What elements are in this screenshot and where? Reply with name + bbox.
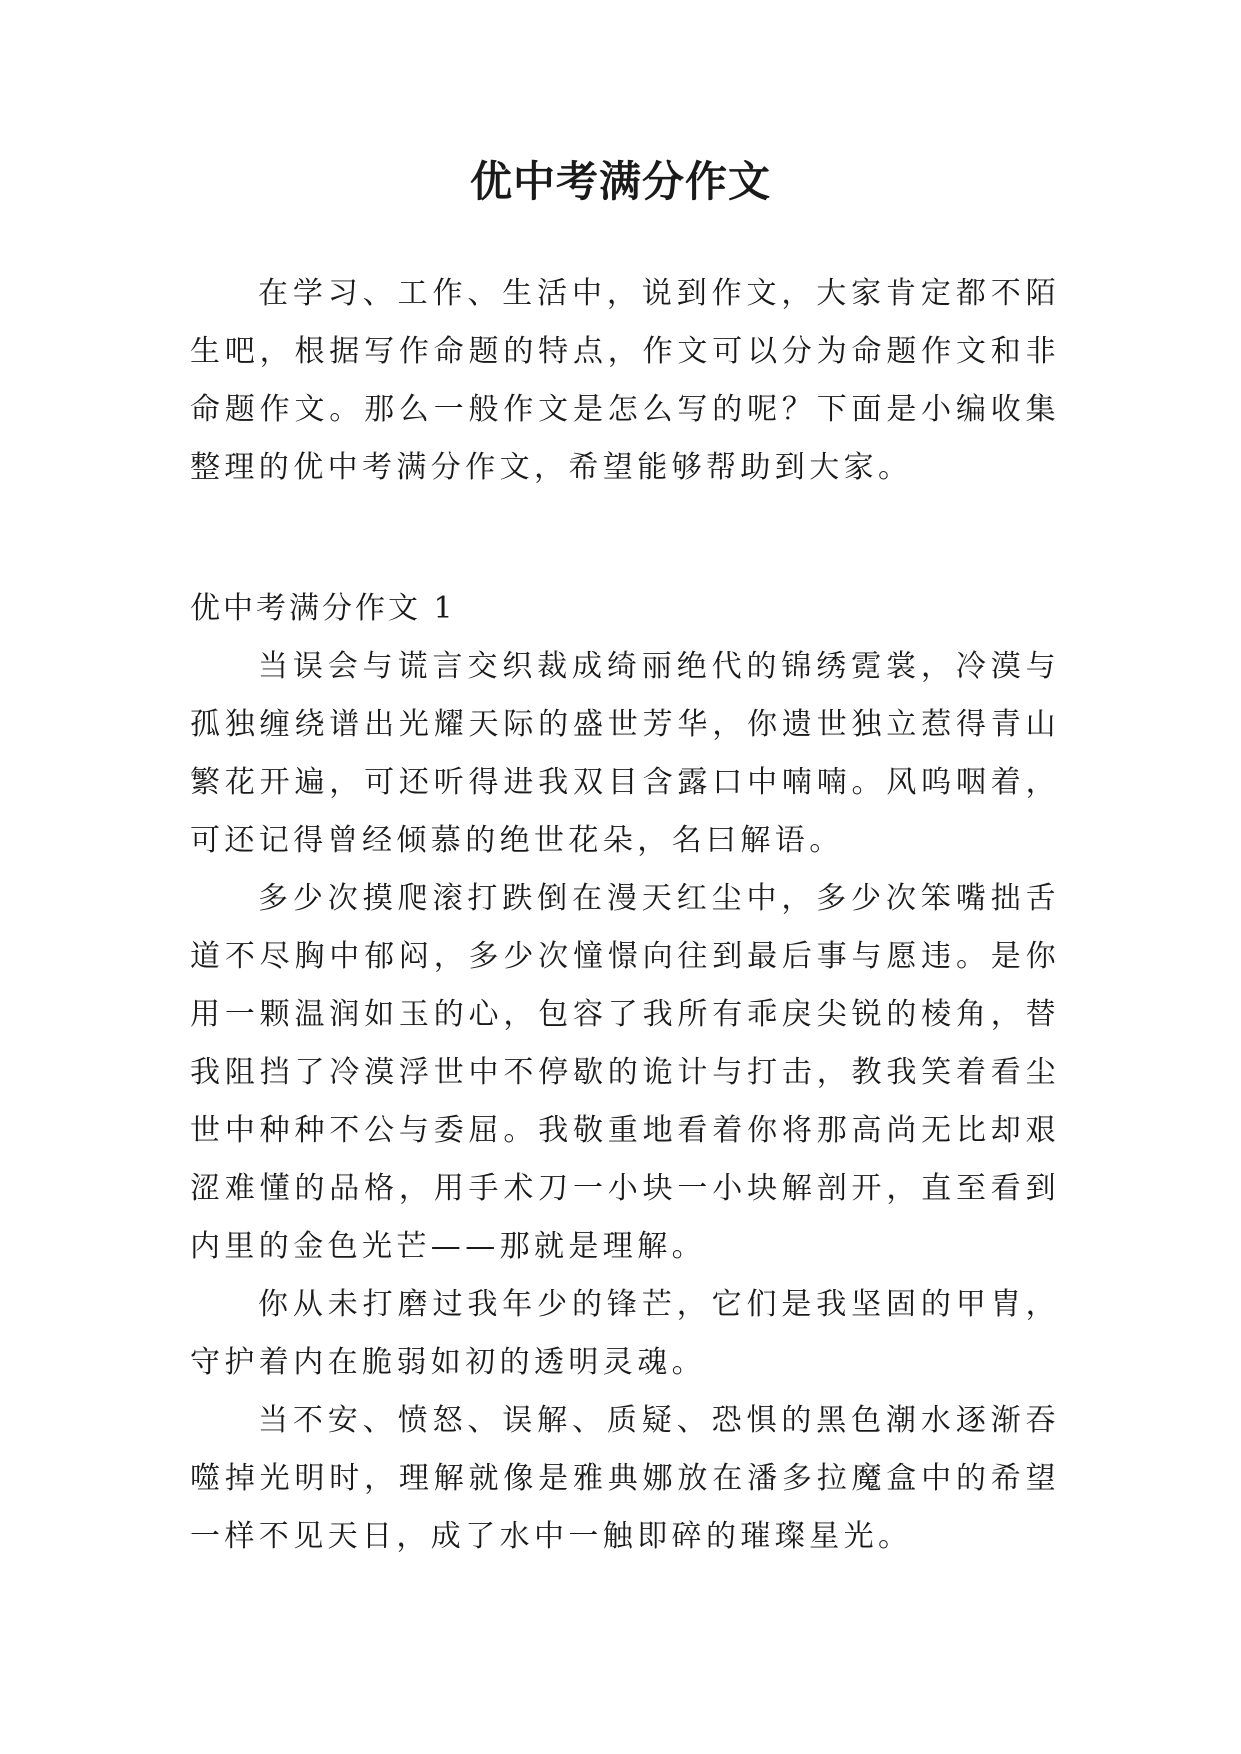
section-heading: 优中考满分作文 1 [190,591,456,626]
article-paragraph: 当误会与谎言交织裁成绮丽绝代的锦绣霓裳，冷漠与孤独缠绕谱出光耀天际的盛世芳华，你遗世独立惹得青山繁花开遍，可还听得进我双目含露口中喃喃。风呜咽着，可还记得曾经倾慕的绝世花朵，名曰解语。 [190,649,1060,858]
intro-paragraph: 在学习、工作、生活中，说到作文，大家肯定都不陌生吧，根据写作命题的特点，作文可以分为命题作文和非命题作文。那么一般作文是怎么写的呢？下面是小编收集整理的优中考满分作文，希望能够帮助到大家。 [190,276,1060,485]
document-title: 优中考满分作文 [469,157,771,206]
article-paragraph: 你从未打磨过我年少的锋芒，它们是我坚固的甲胄，守护着内在脆弱如初的透明灵魂。 [190,1287,1060,1380]
article-paragraph: 当不安、愤怒、误解、质疑、恐惧的黑色潮水逐渐吞噬掉光明时，理解就像是雅典娜放在潘多拉魔盒中的希望一样不见天日，成了水中一触即碎的璀璨星光。 [190,1403,1060,1554]
article-paragraph: 多少次摸爬滚打跌倒在漫天红尘中，多少次笨嘴拙舌道不尽胸中郁闷，多少次憧憬向往到最后事与愿违。是你用一颗温润如玉的心，包容了我所有乖戾尖锐的棱角，替我阻挡了冷漠浮世中不停歇的诡计与打击，教我笑着看尘世中种种不公与委屈。我敬重地看着你将那高尚无比却艰涩难懂的品格，用手术刀一小块一小块解剖开，直至看到内里的金色光芒——那就是理解。 [190,881,1060,1264]
article-body [190,638,1060,1566]
